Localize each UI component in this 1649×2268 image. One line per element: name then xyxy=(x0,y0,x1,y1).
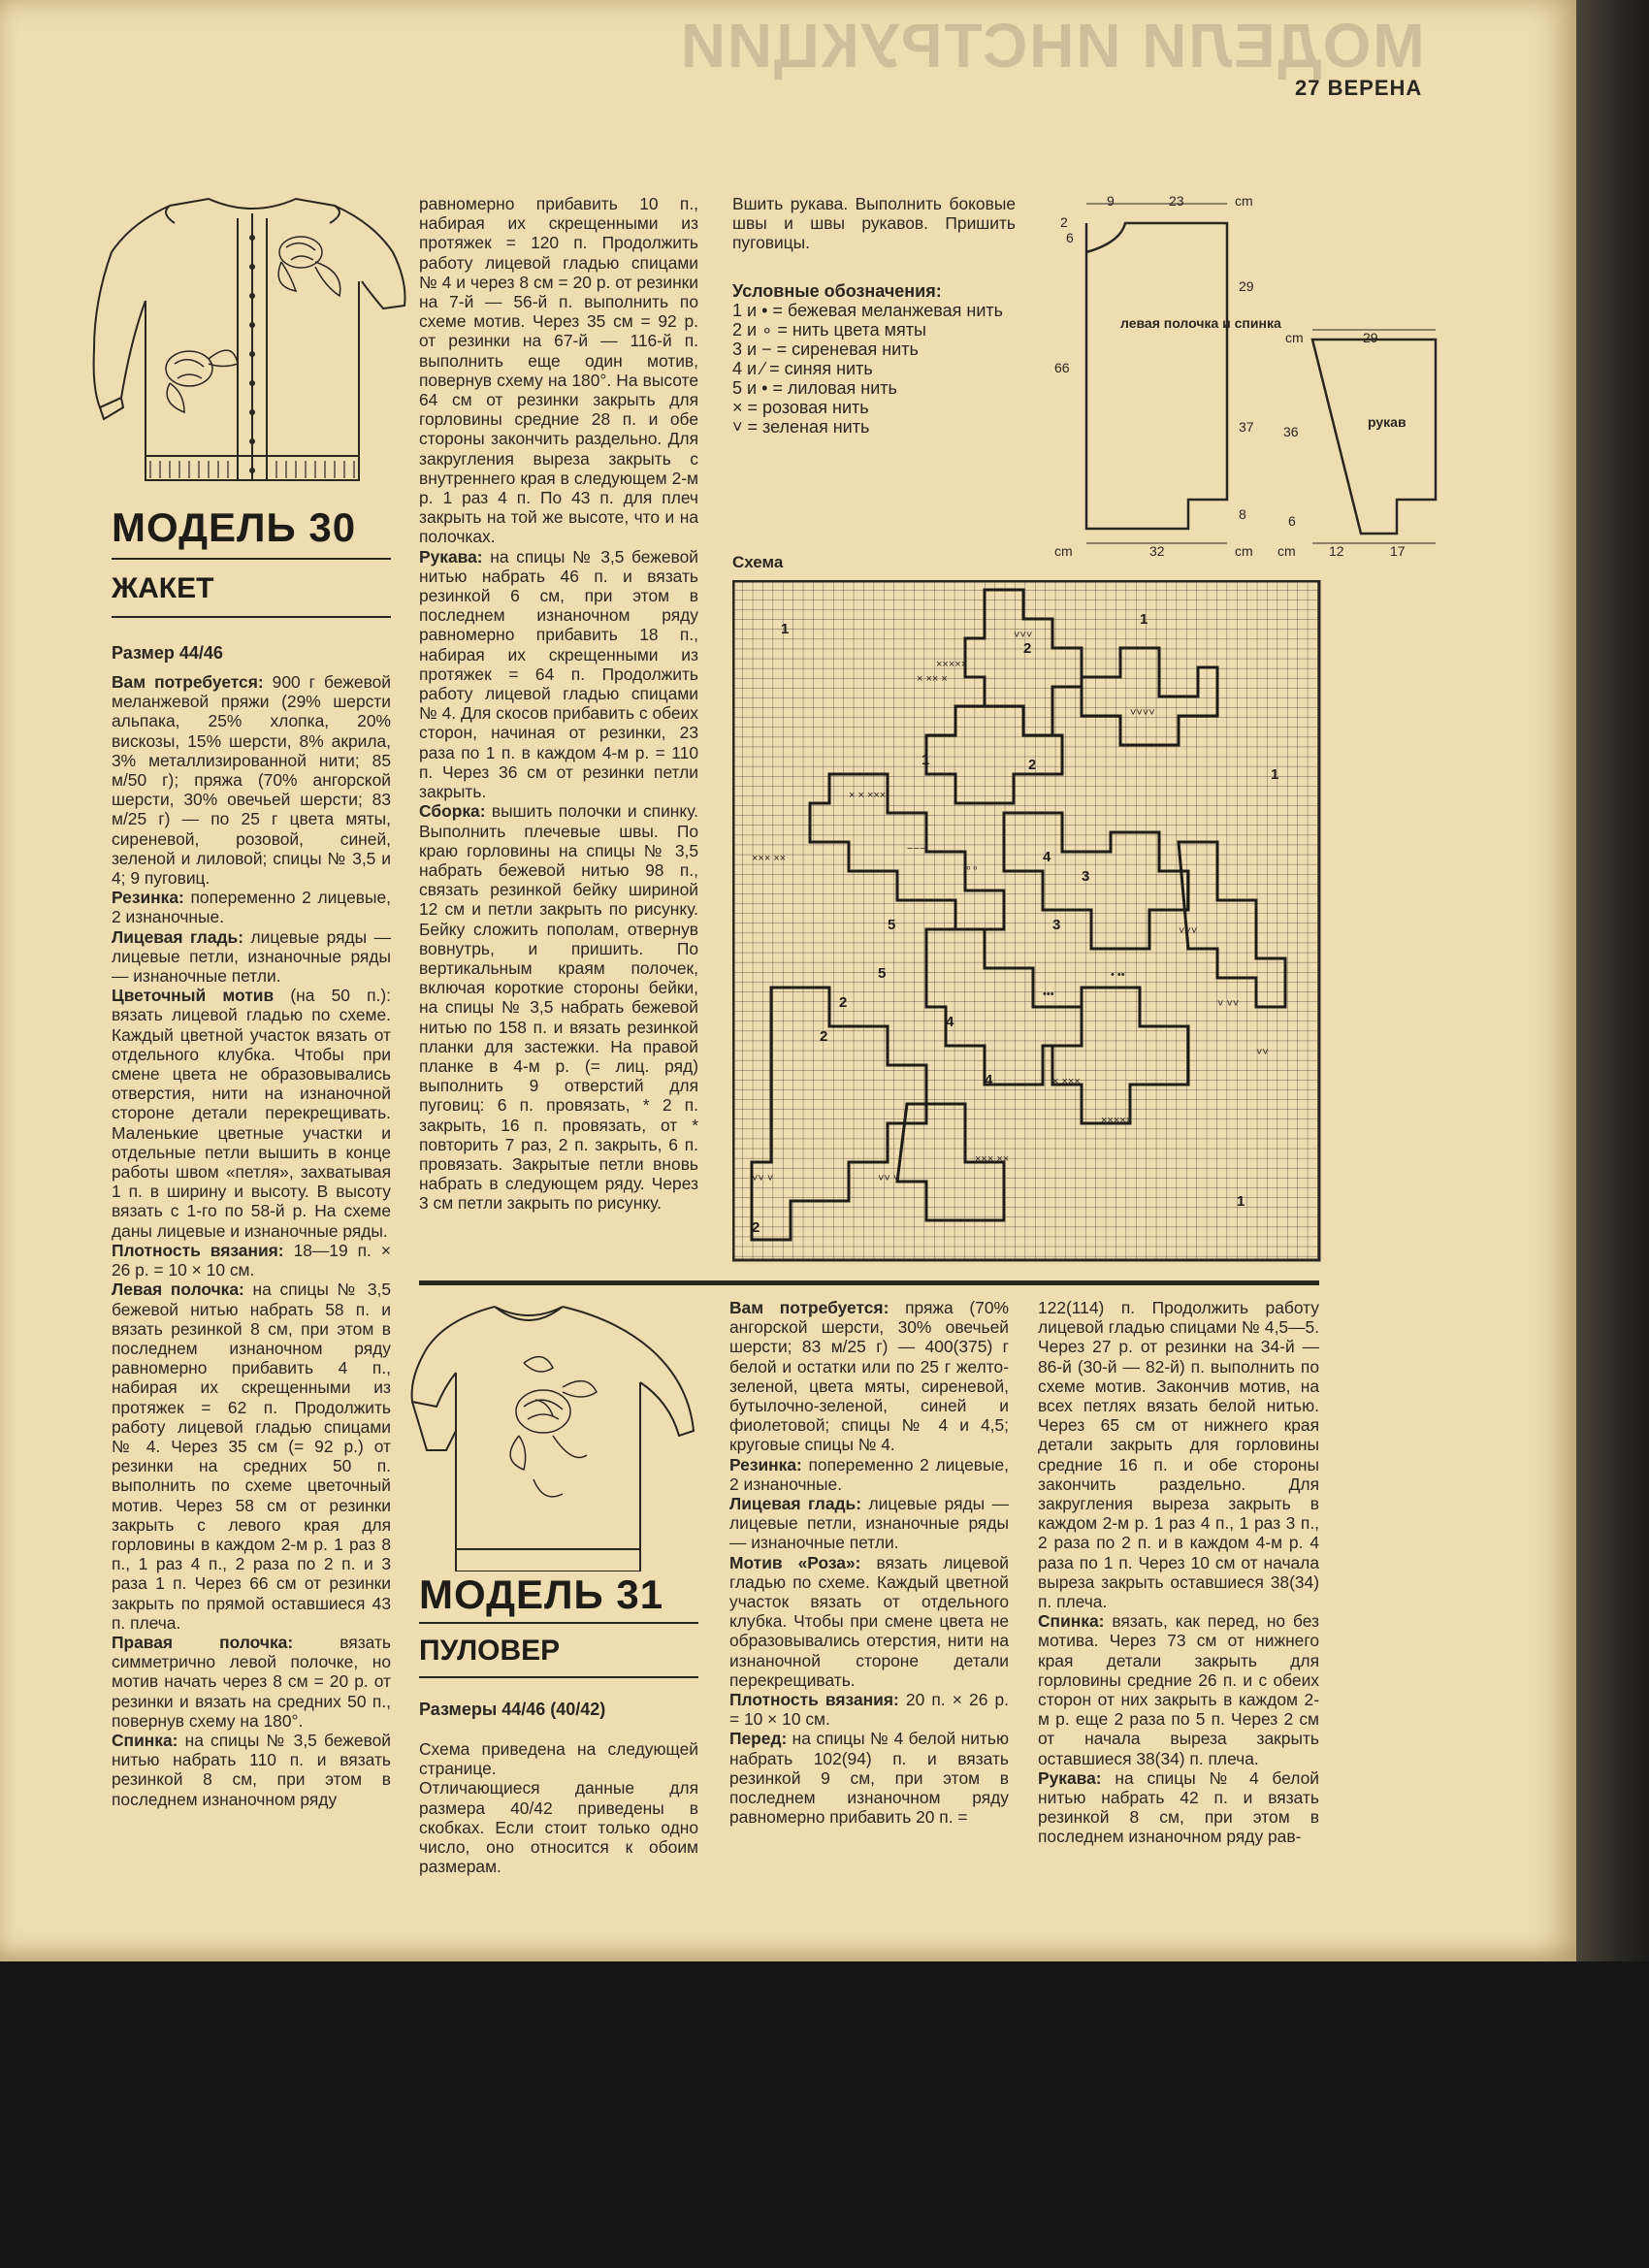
back-label: левая полочка и спинка xyxy=(1120,315,1281,331)
type-rule xyxy=(419,1676,698,1678)
legend-title: Условные обозначения: xyxy=(732,281,942,301)
chart-number: 2 xyxy=(1028,757,1037,773)
svg-text:××× ××: ××× ×× xyxy=(975,1153,1010,1165)
chart-number: 2 xyxy=(752,1219,760,1236)
paragraph: Перед: на спицы № 4 белой нитью набрать 102(94) п. и вязать резинкой 9 см, при этом в последнем изнаночном ряду равномерно прибавить 20 п. = xyxy=(729,1729,1009,1828)
schema-label: Схема xyxy=(732,553,784,571)
paragraph: Вшить рукава. Выполнить боковые швы и швы рукавов. Пришить пуговицы. xyxy=(732,194,1016,253)
dim-label: 12 xyxy=(1329,543,1344,559)
dim-label: 29 xyxy=(1363,330,1378,345)
paragraph: Цветочный мотив (на 50 п.): вязать лицевой гладью по схеме. Каждый цветной участок вязать от отдельного клубка. Чтобы при смене цвета не образовывались отверстия, нити на изнаночной стороне детали перекрещивать. Маленькие цветные участки и отдельные петли вышить в конце работы швом «петля», захватывая 1 п. в ширину и высоту. В высоту вязать с 1-го по 58-й р. На схеме даны лицевые и изнаночные ряды. xyxy=(112,986,391,1241)
dim-label: cm xyxy=(1277,543,1296,559)
model31-title: МОДЕЛЬ 31 xyxy=(419,1571,664,1617)
model31-column-2 xyxy=(419,1739,698,1876)
type-rule xyxy=(112,616,391,618)
dim-label: 66 xyxy=(1054,360,1070,375)
paragraph: Отличающиеся данные для размера 40/42 приведены в скобках. Если стоит только одно число, оно относится к обоим размерам. xyxy=(419,1778,698,1877)
dim-label: 23 xyxy=(1169,193,1184,209)
model31-column-3 xyxy=(729,1298,1009,1827)
dim-label: 29 xyxy=(1239,278,1254,294)
chart-number: 2 xyxy=(1023,640,1032,657)
paragraph: Мотив «Роза»: вязать лицевой гладью по схеме. Каждый цветной участок вязать от отдельного клубка. Чтобы при смене цвета не образовывались отерстия, нити на изнаночной стороне детали перекрещивать. xyxy=(729,1552,1009,1690)
paragraph: Правая полочка: вязать симметрично левой полочке, но мотив начать через 8 см = 20 р. от резинки и вязать на средних 50 п., повернув схему на 180°. xyxy=(112,1632,391,1731)
svg-text:× ×× ×: × ×× × xyxy=(917,673,948,685)
paragraph: Схема приведена на следующей странице. xyxy=(419,1739,698,1779)
dim-label: 8 xyxy=(1239,506,1246,522)
model30-type: ЖАКЕТ xyxy=(112,572,214,604)
legend-item: 2 и ∘ = нить цвета мяты xyxy=(732,320,926,340)
dim-label: 6 xyxy=(1066,230,1074,245)
svg-text:∘∘: ∘∘ xyxy=(965,862,979,874)
chart-number: 3 xyxy=(1052,917,1061,933)
svg-text:•••: ••• xyxy=(1043,988,1054,1000)
model31-column-4 xyxy=(1038,1298,1319,1847)
chart-number: 5 xyxy=(878,965,887,982)
model31-type: ПУЛОВЕР xyxy=(419,1635,561,1667)
paragraph: равномерно прибавить 10 п., набирая их скрещенными из протяжек = 120 п. Продолжить работу лицевой гладью спицами № 4 и через 8 см = 20 р. от резинки на 7-й — 56-й п. выполнить по схеме мотив. Через 35 см = 92 р. от резинки на 67-й — 116-й п. выполнить еще один мотив, повернув схему на 180°. На высоте 64 см от резинки закрыть для горловины средние 28 п. и обе стороны закончить раздельно. Для закругления выреза закрыть с внутреннего края в следующем 2-м р. 1 раз 4 п. По 43 п. для плеч закрыть на той же высоте, что и на полочках. xyxy=(419,194,698,547)
svg-text:˅˅ ˅: ˅˅ ˅ xyxy=(878,1173,900,1184)
legend-item: 3 и − = сиреневая нить xyxy=(732,340,919,359)
pullover-sketch xyxy=(407,1295,718,1571)
dim-label: 36 xyxy=(1283,424,1299,439)
dim-label: 32 xyxy=(1149,543,1165,559)
svg-text:˅˅: ˅˅ xyxy=(1256,1047,1269,1058)
paragraph: Рукава: на спицы № 3,5 бежевой нитью набрать 46 п. и вязать резинкой 6 см, при этом в последнем изнаночном ряду равномерно прибавить 18 п., набирая их скрещенными из протяжек = 64 п. Продолжить работу лицевой гладью спицами № 4. Для скосов прибавить с обеих сторон, начиная от резинки, 23 раза по 1 п. в каждом 4-м р. = 110 п. Через 36 см от резинки петли закрыть. xyxy=(419,546,698,802)
svg-text:˅˅ ˅: ˅˅ ˅ xyxy=(752,1173,774,1184)
svg-text:−−−: −−− xyxy=(907,843,926,855)
chart-number: 4 xyxy=(985,1072,993,1088)
paragraph: Плотность вязания: 18—19 п. × 26 р. = 10 × 10 см. xyxy=(112,1240,391,1280)
svg-text:˅˅˅: ˅˅˅ xyxy=(1179,925,1198,937)
chart-number: 3 xyxy=(1082,868,1090,885)
dim-label: 2 xyxy=(1060,214,1068,230)
chart-number: 1 xyxy=(1271,766,1279,783)
paragraph: Сборка: вышить полочки и спинку. Выполнить плечевые швы. По краю горловины на спицы № 3,5 набрать бежевой нитью 98 п., связать резинкой бейку шириной 12 см и петли закрыть по рисунку. Бейку сложить пополам, отвернув вовнутрь, и пришить. По вертикальным краям полочек, включая короткие стороны бейки, на спицы № 3,5 набрать бежевой нитью по 158 п. и вязать резинкой планки для застежки. На правой планке в 4-м р. (= лиц. ряд) выполнить 9 отверстий для пуговиц: 6 п. провязать, * 2 п. закрыть, 16 п. провязать, от * повторить 7 раз, 2 п. закрыть, 6 п. провязать. Закрытые петли вновь набрать в следующем ряду. Через 3 см петли закрыть по рисунку. xyxy=(419,801,698,1214)
svg-text:˅ ˅˅: ˅ ˅˅ xyxy=(1217,998,1240,1010)
dim-label: cm xyxy=(1235,543,1253,559)
model30-column-3-top xyxy=(732,194,1016,253)
knitting-chart xyxy=(732,580,1322,1264)
title-rule xyxy=(112,558,391,560)
chart-number: 4 xyxy=(946,1014,954,1030)
svg-text:××× ××: ××× ×× xyxy=(752,853,787,864)
chart-number: 5 xyxy=(888,917,896,933)
dim-label: 6 xyxy=(1288,513,1296,529)
legend-item: 5 и • = лиловая нить xyxy=(732,378,897,398)
background-shadow xyxy=(0,1961,1649,2268)
dim-label: cm xyxy=(1235,193,1253,209)
section-divider xyxy=(419,1280,1319,1285)
chart-number: 2 xyxy=(839,994,848,1011)
dim-label: 9 xyxy=(1107,193,1115,209)
dim-label: 17 xyxy=(1390,543,1406,559)
dim-label: cm xyxy=(1054,543,1073,559)
svg-text:× × ×××: × × ××× xyxy=(849,790,887,801)
paragraph: Спинка: вязать, как перед, но без мотива. Через 73 см от нижнего края детали закрыть для горловины средние 26 п. и с обеих сторон от них закрыть в каждом 2-м р. еще 2 раза по 5 п. Через 2 см от начала выреза закрыть оставшиеся 38(34) п. плеча. xyxy=(1038,1611,1319,1768)
model30-title: МОДЕЛЬ 30 xyxy=(112,504,357,550)
legend-item: 1 и • = бежевая меланжевая нить xyxy=(732,301,1003,320)
chart-number: 1 xyxy=(1237,1193,1245,1210)
svg-text:˅˅˅: ˅˅˅ xyxy=(1014,630,1033,641)
svg-text:×××××: ××××× xyxy=(936,659,968,670)
paragraph: Спинка: на спицы № 3,5 бежевой нитью набрать 110 п. и вязать резинкой 8 см, при этом в последнем изнаночном ряду xyxy=(112,1730,391,1809)
pattern-pieces xyxy=(1052,184,1460,567)
dim-label: 37 xyxy=(1239,419,1254,435)
paragraph: Вам потребуется: пряжа (70% ангорской шерсти, 30% овечьей шерсти; 83 м/25 г) — 400(375) г белой и остатки или по 25 г желто-зеленой, цвета мяты, сиреневой, бутылочно-зеленой, синей и фиолетовой; спицы № 4 и 4,5; круговые спицы № 4. xyxy=(729,1298,1009,1455)
paragraph: Лицевая гладь: лицевые ряды — лицевые петли, изнаночные ряды — изнаночные петли. xyxy=(112,926,391,987)
paragraph: Резинка: попеременно 2 лицевые, 2 изнаночные. xyxy=(729,1454,1009,1494)
paragraph: 122(114) п. Продолжить работу лицевой гладью спицами № 4,5—5. Через 27 р. от резинки на 34-й — 86-й (30-й — 82-й) п. выполнить по схеме мотив. Закончив мотив, на всех петлях вязать белой нитью. Через 65 см от нижнего края детали закрыть для горловины средние 16 п. и обе стороны закончить раздельно. Для закругления выреза закрыть в каждом 2-м р. 1 раз 4 п., 1 раз 3 п., 2 раза по 2 п. и в каждом 4-м р. 4 раза по 1 п. Через 10 см от начала выреза закрыть оставшиеся 38(34) п. плеча. xyxy=(1038,1298,1319,1612)
chart-number: 4 xyxy=(1043,849,1051,865)
paragraph: Резинка: попеременно 2 лицевые, 2 изнаночные. xyxy=(112,888,391,927)
page-number: 27 ВЕРЕНА xyxy=(1295,76,1423,100)
chart-number: 2 xyxy=(820,1028,828,1045)
bleed-through-text: МОДЕЛИ ИНСТРУКЦИИ xyxy=(679,11,1425,81)
svg-text:˅˅˅˅: ˅˅˅˅ xyxy=(1130,707,1155,719)
legend-item: × = розовая нить xyxy=(732,398,869,417)
paragraph: Вам потребуется: 900 г бежевой меланжевой пряжи (29% шерсти альпака, 25% хлопка, 20% вискозы, 15% шерсти, 8% акрила, 3% металлизированной нити; 85 м/50 г); пряжа (70% ангорской шерсти, 30% овечьей шерсти; 83 м/25 г) — по 25 г цвета мяты, сиреневой, розовой, синей, зеленой и лиловой; спицы № 3,5 и 4; 9 пуговиц. xyxy=(112,672,391,889)
svg-text:• ••: • •• xyxy=(1111,969,1125,981)
legend-item: ˅ = зеленая нить xyxy=(732,417,870,437)
title-rule xyxy=(419,1622,698,1624)
svg-text:× ×××: × ××× xyxy=(1052,1076,1081,1087)
page-spine xyxy=(1576,0,1649,1961)
svg-text:×××××: ××××× xyxy=(1101,1115,1133,1126)
model30-size: Размер 44/46 xyxy=(112,643,223,663)
paragraph: Лицевая гладь: лицевые ряды — лицевые петли, изнаночные ряды — изнаночные петли. xyxy=(729,1494,1009,1553)
dim-label: cm xyxy=(1285,330,1304,345)
chart-number: 1 xyxy=(781,621,790,637)
paragraph: Плотность вязания: 20 п. × 26 р. = 10 × 10 см. xyxy=(729,1690,1009,1730)
model30-column-1 xyxy=(112,672,391,1809)
chart-number: 1 xyxy=(922,752,930,768)
symbol-legend xyxy=(732,281,1023,437)
sleeve-label: рукав xyxy=(1368,414,1406,430)
chart-number: 1 xyxy=(1140,611,1148,628)
model31-size: Размеры 44/46 (40/42) xyxy=(419,1700,606,1719)
jacket-sketch xyxy=(92,194,412,490)
model30-column-2 xyxy=(419,194,698,1214)
paragraph: Рукава: на спицы № 4 белой нитью набрать 42 п. и вязать резинкой 8 см, при этом в последнем изнаночном ряду рав- xyxy=(1038,1767,1319,1847)
paragraph: Левая полочка: на спицы № 3,5 бежевой нитью набрать 58 п. и вязать резинкой 8 см, при этом в последнем изнаночном ряду равномерно прибавить 4 п., набирая их скрещенными из протяжек = 62 п. Продолжить работу лицевой гладью спицами № 4. Через 35 см (= 92 р.) от резинки на средних 50 п. выполнить по схеме цветочный мотив. Через 58 см от резинки закрыть с левого края для горловины в каждом 2-м р. 1 раз 8 п., 1 раз 4 п., 2 раза по 2 п. и 3 раза 1 п. Через 66 см от резинки закрыть по прямой оставшиеся 43 п. плеча. xyxy=(112,1280,391,1633)
legend-item: 4 и ⁄ = синяя нить xyxy=(732,359,873,378)
